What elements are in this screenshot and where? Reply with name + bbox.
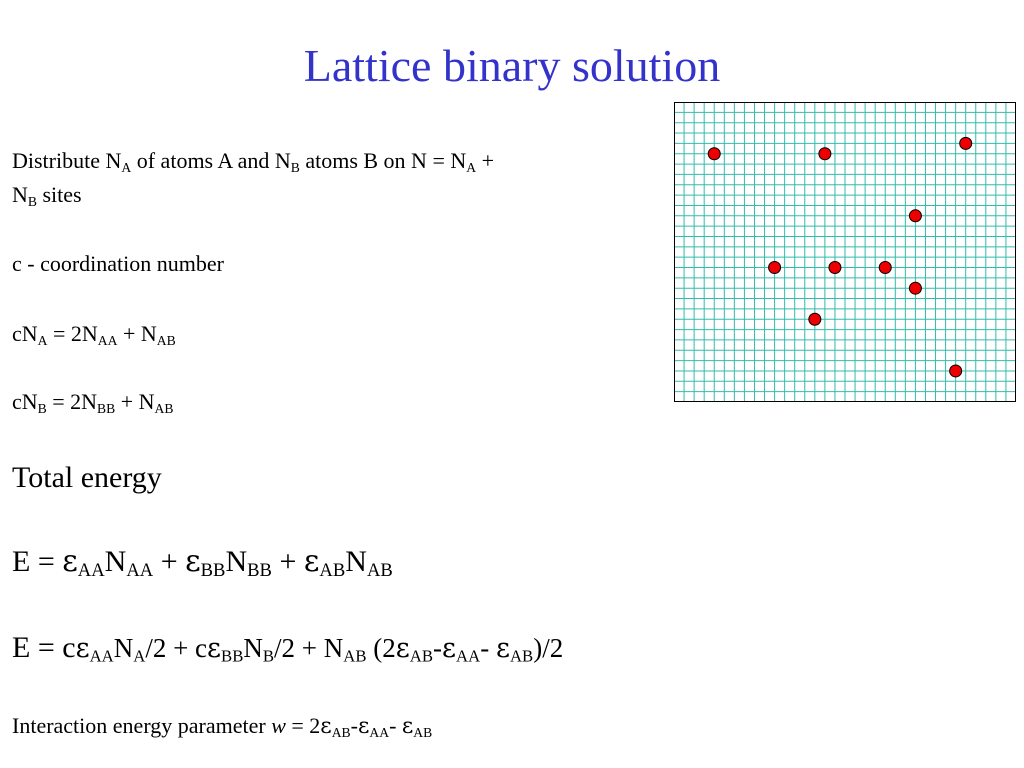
text-fragment: Interaction energy parameter [12,713,272,738]
text-fragment: )/2 [533,633,564,663]
atom-dot [879,262,891,274]
text-fragment: + [153,545,186,578]
subscript: B [27,193,37,209]
text-fragment: - [480,633,496,663]
epsilon-symbol: ε [75,633,90,664]
text-fragment: - [350,713,358,738]
subscript: AB [366,560,393,582]
text-fragment: = 2N [46,389,98,414]
subscript: AB [413,724,433,740]
distribute-text-line-1 [12,148,494,174]
atom-dot [708,148,720,160]
text-fragment: E = [12,545,63,578]
equation-cna [12,321,176,347]
subscript: AB [319,560,346,582]
coordination-text: c - coordination number [12,251,224,276]
text-fragment: N [225,545,248,578]
text-fragment: N [113,633,134,663]
epsilon-symbol: ε [207,633,222,664]
subscript: BB [247,560,272,582]
text-fragment: + [271,545,304,578]
text-fragment: N [12,182,28,207]
text-fragment: Distribute N [12,148,122,173]
atom-dot [819,148,831,160]
atom-dot [809,313,821,325]
epsilon-symbol: ε [320,714,332,739]
atom-dot [829,262,841,274]
epsilon-symbol: ε [357,714,370,739]
slide-title: Lattice binary solution [303,40,721,91]
lattice-diagram [674,102,1016,402]
atom-dot [960,137,972,149]
subscript: AB [331,724,351,740]
text-fragment: (2 [366,633,396,663]
text-fragment: + N [117,321,157,346]
text-fragment: of atoms A and N [131,148,291,173]
subscript: A [466,159,477,175]
atom-dot [769,262,781,274]
text-fragment: cN [12,321,38,346]
subscript: BB [200,560,226,582]
epsilon-symbol: ε [495,633,510,664]
energy-equation-2 [12,632,563,665]
atom-dot [909,210,921,222]
text-fragment: sites [36,182,82,207]
text-fragment: /2 + c [145,633,208,663]
subscript: B [37,400,47,416]
atom-dot [909,282,921,294]
epsilon-symbol: ε [185,544,201,579]
text-fragment: - [389,713,402,738]
subscript: BB [97,400,116,416]
text-fragment: atoms B on N = N [299,148,467,173]
subscript: B [290,159,300,175]
atom-dot [950,365,962,377]
text-fragment: + [476,148,495,173]
epsilon-symbol: ε [401,714,414,739]
equation-cnb [12,389,173,415]
text-fragment: E = c [12,631,76,664]
text-fragment: - [433,633,443,663]
subscript: A [37,332,48,348]
text-fragment: N [345,545,367,578]
epsilon-symbol: ε [303,544,320,579]
subscript: AA [126,560,154,582]
w-symbol: w [271,713,286,738]
subscript: A [121,159,132,175]
text-fragment: cN [12,389,38,414]
epsilon-symbol: ε [442,633,457,664]
subscript: AA [97,332,118,348]
text-fragment: = 2 [285,713,321,738]
subscript: BB [221,646,244,666]
total-energy-heading: Total energy [12,461,162,494]
energy-equation-1 [12,544,393,582]
subscript: AA [77,560,105,582]
subscript: AB [343,646,367,666]
epsilon-symbol: ε [62,544,78,579]
subscript: AA [89,646,114,666]
text-fragment: N [243,633,263,663]
epsilon-symbol: ε [395,633,410,664]
interaction-parameter-text [12,713,432,740]
text-fragment: = 2N [47,321,98,346]
text-fragment: /2 + N [274,633,344,663]
distribute-text-line-2 [12,182,82,208]
subscript: AA [369,724,390,740]
text-fragment: N [104,545,127,578]
subscript: B [262,646,275,666]
subscript: AB [154,400,174,416]
subscript: AB [156,332,176,348]
subscript: AB [409,646,434,666]
subscript: AB [509,646,534,666]
subscript: AA [456,646,481,666]
text-fragment: + N [115,389,155,414]
subscript: A [133,646,146,666]
